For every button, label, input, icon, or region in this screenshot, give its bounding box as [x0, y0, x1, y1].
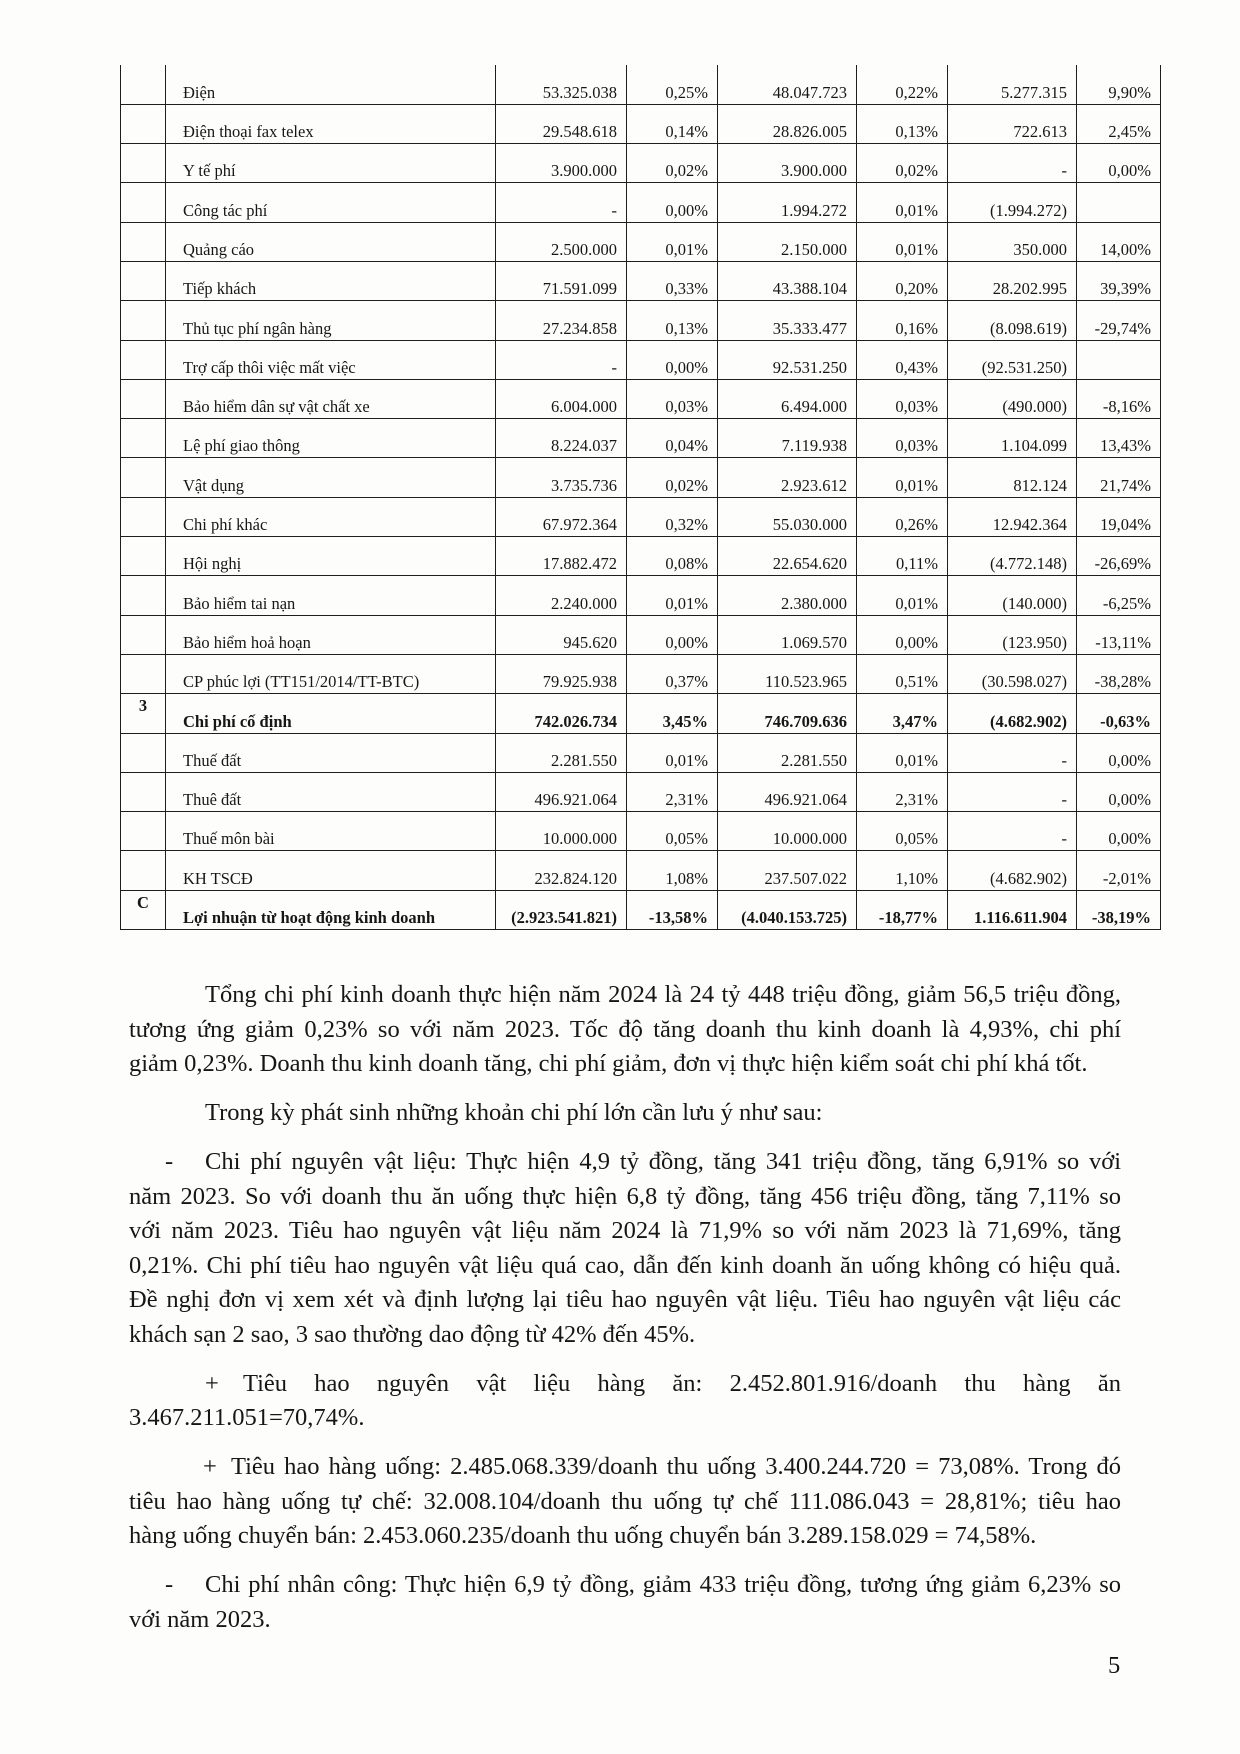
cell-percent-2023: 0,01%: [857, 576, 948, 615]
cell-amount-2024: 2.500.000: [496, 222, 627, 261]
cell-amount-2024: 742.026.734: [496, 694, 627, 733]
cell-row-number: [121, 104, 166, 143]
cell-item-name: Trợ cấp thôi việc mất việc: [166, 340, 496, 379]
text-line: tương ứng giảm 0,23% so với năm 2023. Tốc độ tăng doanh thu kinh doanh là 4,93%, chi phí: [129, 1015, 1121, 1043]
cell-difference: (140.000): [948, 576, 1077, 615]
cell-amount-2023: 2.923.612: [718, 458, 857, 497]
cell-percent-2024: -13,58%: [627, 890, 718, 929]
cell-row-number: [121, 812, 166, 851]
cell-percent-2023: 0,01%: [857, 183, 948, 222]
cell-difference: 28.202.995: [948, 261, 1077, 300]
cell-amount-2023: 22.654.620: [718, 537, 857, 576]
cell-percent-2024: 0,05%: [627, 812, 718, 851]
cell-item-name: Bảo hiểm dân sự vật chất xe: [166, 379, 496, 418]
cell-row-number: [121, 301, 166, 340]
cell-item-name: Thuế môn bài: [166, 812, 496, 851]
cell-row-number: [121, 497, 166, 536]
cell-amount-2023: 48.047.723: [718, 65, 857, 104]
cell-amount-2024: 3.735.736: [496, 458, 627, 497]
text-line: với năm 2023.: [129, 1605, 271, 1633]
text-line: 3.467.211.051=70,74%.: [129, 1404, 365, 1431]
cell-percent-2023: 0,11%: [857, 537, 948, 576]
text-line: [129, 1568, 1121, 1603]
table-row: [121, 851, 1161, 890]
cell-percent-2023: 0,05%: [857, 812, 948, 851]
plus-bullet: +: [205, 1369, 219, 1397]
cell-row-number: [121, 144, 166, 183]
cell-item-name: Điện thoại fax telex: [166, 104, 496, 143]
text-line: [129, 1450, 1121, 1485]
cell-percent-2024: 0,37%: [627, 654, 718, 693]
cell-difference-percent: 9,90%: [1077, 65, 1161, 104]
cell-amount-2023: 28.826.005: [718, 104, 857, 143]
cell-percent-2023: 0,00%: [857, 615, 948, 654]
cell-amount-2023: 1.069.570: [718, 615, 857, 654]
cell-item-name: Thuê đất: [166, 772, 496, 811]
cell-item-name: Tiếp khách: [166, 261, 496, 300]
table-row: [121, 615, 1161, 654]
cell-difference: (92.531.250): [948, 340, 1077, 379]
cell-percent-2023: 0,26%: [857, 497, 948, 536]
table-row: [121, 733, 1161, 772]
table-row: [121, 812, 1161, 851]
cell-amount-2023: 92.531.250: [718, 340, 857, 379]
text-line: [129, 1145, 1121, 1180]
text-line: khách sạn 2 sao, 3 sao thường dao động từ 42% đến 45%.: [129, 1320, 696, 1348]
cell-item-name: Y tế phí: [166, 144, 496, 183]
table-row: [121, 576, 1161, 615]
cell-amount-2023: 7.119.938: [718, 419, 857, 458]
table-row: [121, 458, 1161, 497]
cell-difference: 812.124: [948, 458, 1077, 497]
cell-percent-2023: -18,77%: [857, 890, 948, 929]
cell-difference-percent: 0,00%: [1077, 812, 1161, 851]
body-text: [129, 978, 1121, 1652]
cell-difference-percent: 19,04%: [1077, 497, 1161, 536]
text-line: tiêu hao hàng uống tự chế: 32.008.104/doanh thu uống tự chế 111.086.043 = 28,81%; tiêu hao: [129, 1487, 1121, 1515]
cell-row-number: [121, 340, 166, 379]
cell-row-number: [121, 576, 166, 615]
table-row: [121, 65, 1161, 104]
cell-item-name: Bảo hiểm tai nạn: [166, 576, 496, 615]
cell-amount-2024: 67.972.364: [496, 497, 627, 536]
cell-amount-2023: 110.523.965: [718, 654, 857, 693]
cell-percent-2024: 0,01%: [627, 733, 718, 772]
cell-item-name: Lệ phí giao thông: [166, 419, 496, 458]
cell-difference-percent: 13,43%: [1077, 419, 1161, 458]
text-line: năm 2023. So với doanh thu ăn uống thực hiện 6,8 tỷ đồng, tăng 456 triệu đồng, tăng 7,11% so: [129, 1182, 1121, 1210]
cell-percent-2023: 0,01%: [857, 733, 948, 772]
expense-table-body: [121, 65, 1161, 930]
paragraph-labor-cost: [129, 1568, 1121, 1637]
cell-difference: -: [948, 144, 1077, 183]
cell-item-name: Thuế đất: [166, 733, 496, 772]
cell-amount-2024: 53.325.038: [496, 65, 627, 104]
cell-amount-2023: 2.281.550: [718, 733, 857, 772]
text-line: hàng uống chuyển bán: 2.453.060.235/doanh thu uống chuyển bán 3.289.158.029 = 74,58%.: [129, 1522, 1037, 1549]
cell-amount-2023: 10.000.000: [718, 812, 857, 851]
cell-amount-2024: (2.923.541.821): [496, 890, 627, 929]
cell-percent-2023: 0,20%: [857, 261, 948, 300]
cell-percent-2023: 0,51%: [857, 654, 948, 693]
table-row: [121, 222, 1161, 261]
cell-amount-2024: 232.824.120: [496, 851, 627, 890]
cell-row-number: [121, 851, 166, 890]
table-row: [121, 497, 1161, 536]
cell-difference: 722.613: [948, 104, 1077, 143]
table-row: [121, 261, 1161, 300]
cell-difference-percent: [1077, 340, 1161, 379]
cell-item-name: Vật dụng: [166, 458, 496, 497]
cell-difference: (4.682.902): [948, 851, 1077, 890]
cell-percent-2024: 0,33%: [627, 261, 718, 300]
cell-difference: (4.772.148): [948, 537, 1077, 576]
table-row: [121, 772, 1161, 811]
cell-difference-percent: -0,63%: [1077, 694, 1161, 733]
cell-percent-2024: 0,13%: [627, 301, 718, 340]
cell-amount-2024: 71.591.099: [496, 261, 627, 300]
cell-difference: (8.098.619): [948, 301, 1077, 340]
cell-difference: 1.104.099: [948, 419, 1077, 458]
text-line: giảm 0,23%. Doanh thu kinh doanh tăng, chi phí giảm, đơn vị thực hiện kiểm soát chi phí khá tốt.: [129, 1050, 1088, 1077]
cell-percent-2024: 0,02%: [627, 144, 718, 183]
cell-row-number: [121, 379, 166, 418]
cell-percent-2023: 0,01%: [857, 222, 948, 261]
cell-item-name: KH TSCĐ: [166, 851, 496, 890]
cell-difference: 12.942.364: [948, 497, 1077, 536]
cell-difference-percent: -8,16%: [1077, 379, 1161, 418]
cell-amount-2024: -: [496, 340, 627, 379]
plus-bullet: +: [203, 1453, 217, 1480]
cell-item-name: Lợi nhuận từ hoạt động kinh doanh: [166, 890, 496, 929]
cell-difference: -: [948, 772, 1077, 811]
cell-percent-2024: 0,25%: [627, 65, 718, 104]
table-row: [121, 654, 1161, 693]
cell-difference: (490.000): [948, 379, 1077, 418]
cell-amount-2024: 10.000.000: [496, 812, 627, 851]
paragraph-food-consumption: [129, 1367, 1121, 1436]
cell-percent-2023: 0,43%: [857, 340, 948, 379]
cell-amount-2023: 1.994.272: [718, 183, 857, 222]
cell-row-number: [121, 419, 166, 458]
cell-row-number: [121, 654, 166, 693]
dash-bullet: -: [165, 1148, 174, 1175]
table-row: [121, 340, 1161, 379]
cell-amount-2023: (4.040.153.725): [718, 890, 857, 929]
cell-percent-2023: 0,13%: [857, 104, 948, 143]
cell-item-name: Chi phí khác: [166, 497, 496, 536]
cell-row-number: [121, 537, 166, 576]
cell-item-name: Quảng cáo: [166, 222, 496, 261]
cell-amount-2024: 27.234.858: [496, 301, 627, 340]
table-row: [121, 537, 1161, 576]
cell-percent-2023: 0,16%: [857, 301, 948, 340]
cell-difference-percent: -26,69%: [1077, 537, 1161, 576]
cell-item-name: CP phúc lợi (TT151/2014/TT-BTC): [166, 654, 496, 693]
cell-row-number: [121, 615, 166, 654]
text-line-content: Chi phí nguyên vật liệu: Thực hiện 4,9 tỷ đồng, tăng 341 triệu đồng, tăng 6,91% so với: [205, 1148, 1121, 1175]
text-line: [129, 1367, 1121, 1402]
cell-amount-2023: 2.380.000: [718, 576, 857, 615]
cell-row-number: [121, 65, 166, 104]
table-row: [121, 144, 1161, 183]
text-line-content: Chi phí nhân công: Thực hiện 6,9 tỷ đồng, giảm 433 triệu đồng, tương ứng giảm 6,23% so: [205, 1571, 1121, 1598]
cell-percent-2024: 0,02%: [627, 458, 718, 497]
text-line: với năm 2023. Tiêu hao nguyên vật liệu năm 2024 là 71,9% so với năm 2023 là 71,69%, tăng: [129, 1217, 1121, 1244]
cell-amount-2024: 496.921.064: [496, 772, 627, 811]
cell-difference: 350.000: [948, 222, 1077, 261]
cell-amount-2024: 3.900.000: [496, 144, 627, 183]
cell-item-name: Thủ tục phí ngân hàng: [166, 301, 496, 340]
cell-amount-2023: 35.333.477: [718, 301, 857, 340]
cell-amount-2024: 6.004.000: [496, 379, 627, 418]
cell-percent-2024: 0,01%: [627, 576, 718, 615]
cell-difference: -: [948, 733, 1077, 772]
cell-item-name: Chi phí cố định: [166, 694, 496, 733]
cell-percent-2023: 0,22%: [857, 65, 948, 104]
page-number: 5: [1108, 1652, 1121, 1679]
cell-percent-2023: 0,02%: [857, 144, 948, 183]
cell-percent-2024: 0,01%: [627, 222, 718, 261]
cell-row-number: [121, 261, 166, 300]
cell-percent-2024: 0,14%: [627, 104, 718, 143]
cell-amount-2023: 2.150.000: [718, 222, 857, 261]
paragraph-drink-consumption: [129, 1450, 1121, 1554]
text-line: Đề nghị đơn vị xem xét và định lượng lại tiêu hao nguyên vật liệu. Tiêu hao nguyên vật liệu các: [129, 1286, 1121, 1313]
expense-table: [120, 65, 1161, 930]
cell-amount-2023: 43.388.104: [718, 261, 857, 300]
cell-amount-2024: 79.925.938: [496, 654, 627, 693]
cell-percent-2023: 3,47%: [857, 694, 948, 733]
cell-amount-2024: 8.224.037: [496, 419, 627, 458]
cell-percent-2023: 0,01%: [857, 458, 948, 497]
cell-percent-2024: 2,31%: [627, 772, 718, 811]
cell-difference: -: [948, 812, 1077, 851]
cell-row-number: [121, 772, 166, 811]
cell-difference: (30.598.027): [948, 654, 1077, 693]
cell-percent-2023: 0,03%: [857, 419, 948, 458]
cell-percent-2024: 3,45%: [627, 694, 718, 733]
cell-difference-percent: 2,45%: [1077, 104, 1161, 143]
cell-amount-2023: 6.494.000: [718, 379, 857, 418]
cell-percent-2023: 2,31%: [857, 772, 948, 811]
cell-percent-2024: 0,03%: [627, 379, 718, 418]
cell-row-number: [121, 733, 166, 772]
table-row: [121, 379, 1161, 418]
cell-difference: (123.950): [948, 615, 1077, 654]
cell-difference-percent: -6,25%: [1077, 576, 1161, 615]
text-line: Tổng chi phí kinh doanh thực hiện năm 2024 là 24 tỷ 448 triệu đồng, giảm 56,5 triệu đồng,: [205, 981, 1121, 1008]
cell-difference: (1.994.272): [948, 183, 1077, 222]
cell-row-number: 3: [121, 694, 166, 733]
table-row: [121, 104, 1161, 143]
cell-percent-2023: 1,10%: [857, 851, 948, 890]
cell-amount-2024: 2.240.000: [496, 576, 627, 615]
cell-difference-percent: [1077, 183, 1161, 222]
cell-difference-percent: 0,00%: [1077, 733, 1161, 772]
cell-amount-2023: 746.709.636: [718, 694, 857, 733]
cell-difference-percent: 14,00%: [1077, 222, 1161, 261]
text-line-content: Tiêu hao nguyên vật liệu hàng ăn: 2.452.801.916/doanh thu hàng ăn: [243, 1369, 1121, 1397]
cell-difference-percent: -38,19%: [1077, 890, 1161, 929]
cell-item-name: Hội nghị: [166, 537, 496, 576]
text-line: Trong kỳ phát sinh những khoản chi phí lớn cần lưu ý như sau:: [205, 1099, 823, 1126]
cell-amount-2024: 945.620: [496, 615, 627, 654]
cell-percent-2024: 0,00%: [627, 183, 718, 222]
cell-percent-2023: 0,03%: [857, 379, 948, 418]
cell-difference: (4.682.902): [948, 694, 1077, 733]
cell-difference-percent: 39,39%: [1077, 261, 1161, 300]
paragraph-intro-large-expenses: [129, 1096, 1121, 1131]
cell-difference-percent: -29,74%: [1077, 301, 1161, 340]
cell-percent-2024: 0,00%: [627, 615, 718, 654]
cell-amount-2023: 496.921.064: [718, 772, 857, 811]
cell-difference-percent: 0,00%: [1077, 772, 1161, 811]
table-row-summary: [121, 890, 1161, 929]
cell-percent-2024: 0,04%: [627, 419, 718, 458]
cell-percent-2024: 0,32%: [627, 497, 718, 536]
cell-difference-percent: -38,28%: [1077, 654, 1161, 693]
table-row: [121, 301, 1161, 340]
text-line: 0,21%. Chi phí tiêu hao nguyên vật liệu quá cao, dẫn đến kinh doanh ăn uống không có hiệu quả.: [129, 1251, 1121, 1279]
cell-difference-percent: -13,11%: [1077, 615, 1161, 654]
cell-difference: 1.116.611.904: [948, 890, 1077, 929]
cell-difference-percent: 0,00%: [1077, 144, 1161, 183]
cell-row-number: [121, 222, 166, 261]
cell-difference-percent: -2,01%: [1077, 851, 1161, 890]
table-row: [121, 183, 1161, 222]
text-line-content: Tiêu hao hàng uống: 2.485.068.339/doanh thu uống 3.400.244.720 = 73,08%. Trong đó: [231, 1453, 1121, 1480]
cell-amount-2024: -: [496, 183, 627, 222]
cell-amount-2024: 29.548.618: [496, 104, 627, 143]
cell-amount-2024: 2.281.550: [496, 733, 627, 772]
paragraph-material-cost: [129, 1145, 1121, 1352]
cell-percent-2024: 1,08%: [627, 851, 718, 890]
cell-amount-2023: 237.507.022: [718, 851, 857, 890]
table-row: [121, 419, 1161, 458]
dash-bullet: -: [165, 1571, 174, 1598]
cell-item-name: Công tác phí: [166, 183, 496, 222]
cell-row-number: C: [121, 890, 166, 929]
cell-percent-2024: 0,00%: [627, 340, 718, 379]
cell-item-name: Điện: [166, 65, 496, 104]
cell-difference: 5.277.315: [948, 65, 1077, 104]
cell-row-number: [121, 458, 166, 497]
table-row-summary: [121, 694, 1161, 733]
cell-amount-2023: 55.030.000: [718, 497, 857, 536]
cell-amount-2024: 17.882.472: [496, 537, 627, 576]
cell-difference-percent: 21,74%: [1077, 458, 1161, 497]
cell-item-name: Bảo hiểm hoả hoạn: [166, 615, 496, 654]
cell-row-number: [121, 183, 166, 222]
cell-amount-2023: 3.900.000: [718, 144, 857, 183]
paragraph-total-expense: [129, 978, 1121, 1082]
cell-percent-2024: 0,08%: [627, 537, 718, 576]
